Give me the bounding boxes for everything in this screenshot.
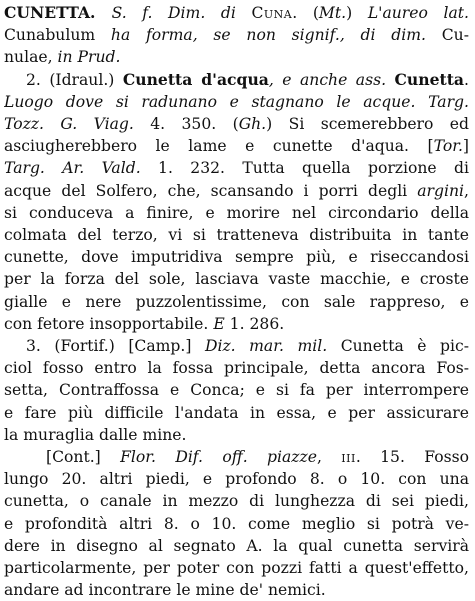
body-text: cunette, dove imputridiva sempre più, e riseccandosi	[4, 248, 469, 267]
italic-text: Mt.	[318, 4, 347, 22]
body-text: e fare più difficile l'andata in essa, e per assicurare	[4, 403, 469, 422]
body-text: gialle e nere puzzolentissime, con sale rappreso, e	[4, 292, 469, 311]
headword-text: CUNETTA	[4, 3, 91, 22]
italic-text: in Prud.	[57, 48, 121, 67]
text-line	[26, 335, 469, 357]
body-text: [Cont.]	[46, 448, 121, 466]
text-line	[4, 268, 469, 290]
text-line	[4, 157, 469, 179]
body-text: dere in disegno al segnato A. la qual cunetta servirà	[4, 536, 469, 555]
text-line	[26, 69, 469, 91]
text-line	[4, 379, 469, 401]
italic-text: ha forma, se non signif., di dim.	[110, 26, 426, 45]
headword-text: .	[90, 3, 112, 22]
body-text: 4. 350. (	[133, 115, 239, 133]
text-line	[4, 180, 469, 202]
text-line	[4, 579, 469, 601]
italic-text: S. f. Dim. di	[111, 4, 252, 22]
text-line	[4, 357, 469, 379]
body-text: e profondità altri 8. o 10. come meglio si potrà ve-	[4, 514, 469, 533]
body-text: ,	[464, 181, 469, 200]
body-text: si conduceva a finire, e morire nel circondario della	[4, 203, 469, 222]
text-line	[4, 246, 469, 268]
italic-text: E	[213, 314, 225, 333]
body-text: andare ad incontrare le mine de' nemici.	[4, 581, 326, 600]
italic-text: Flor. Dif. off. piazze	[120, 448, 317, 466]
text-line	[4, 46, 469, 68]
body-text: 2. (Idraul.)	[26, 70, 123, 89]
body-text: Cuna	[251, 4, 293, 22]
body-text: cunetta, o canale in mezzo di lunghezza di sei piedi,	[4, 492, 469, 511]
headword-text: Cunetta d'acqua	[122, 69, 269, 89]
body-text: ) Si scemerebbero ed	[266, 115, 469, 133]
italic-text: Targ. Ar. Vald.	[4, 159, 141, 178]
body-text: colmata del terzo, vi si tratteneva distribuita in tante	[4, 226, 469, 244]
text-line	[4, 291, 469, 313]
body-text: 3. (Fortif.) [Camp.]	[26, 337, 205, 355]
text-line	[4, 490, 469, 512]
body-text: particolarmente, per poter con pozzi fatti a quest'effetto,	[4, 559, 469, 577]
body-text: ciol fosso entro la fossa principale, detta ancora Fos-	[4, 359, 469, 378]
body-text: Cu-	[425, 26, 469, 45]
text-line	[46, 446, 469, 468]
italic-text: Tozz. G. Viag.	[4, 115, 134, 133]
italic-text: Gh.	[238, 115, 267, 133]
text-line	[4, 424, 469, 446]
body-text: ,	[316, 448, 342, 466]
body-text: con fetore insopportabile.	[4, 314, 214, 333]
text-line	[4, 135, 469, 157]
body-text: nulae,	[4, 48, 58, 67]
italic-text: Luogo dove si radunano e stagnano le acque. Targ.	[4, 92, 469, 111]
text-line	[4, 202, 469, 224]
italic-text: argini	[417, 181, 465, 200]
text-line	[4, 24, 469, 46]
headword-text: Cunetta	[394, 69, 465, 89]
body-text: la muraglia dalle mine.	[4, 425, 187, 444]
body-text: setta, Contraffossa e Conca; e si fa per interrompere	[4, 381, 469, 400]
body-text: asciugherebbero le lame e cunette d'aqua. [	[4, 137, 434, 156]
body-text: iii	[341, 448, 356, 466]
body-text: . 15. Fosso	[355, 448, 469, 466]
body-text: per la forza del sole, lasciava vaste macchie, e croste	[4, 270, 469, 289]
body-text: 1. 232. Tutta quella porzione di	[140, 159, 469, 178]
text-line	[4, 557, 469, 579]
text-line	[4, 91, 469, 113]
body-text: 1. 286.	[224, 314, 285, 333]
text-line	[4, 468, 469, 490]
text-line	[4, 2, 469, 24]
italic-text: Tor.	[433, 137, 463, 156]
text-line	[4, 313, 469, 335]
text-line	[4, 402, 469, 424]
body-text: lungo 20. altri piedi, e profondo 8. o 10. con una	[4, 470, 469, 489]
body-text: . (	[292, 4, 319, 22]
body-text: Cunetta è pic-	[327, 337, 469, 355]
text-line	[4, 113, 469, 135]
italic-text: , e anche ass.	[268, 70, 395, 89]
italic-text: Diz. mar. mil.	[204, 337, 328, 355]
body-text: )	[346, 4, 368, 22]
text-line	[4, 513, 469, 535]
text-line	[4, 535, 469, 557]
body-text: .	[464, 70, 469, 89]
text-line	[4, 224, 469, 246]
body-text: acque del Solfero, che, scansando i porri degli	[4, 181, 418, 200]
italic-text: L'aureo lat.	[367, 4, 469, 22]
body-text: Cunabulum	[4, 26, 111, 45]
body-text: ]	[462, 137, 469, 156]
